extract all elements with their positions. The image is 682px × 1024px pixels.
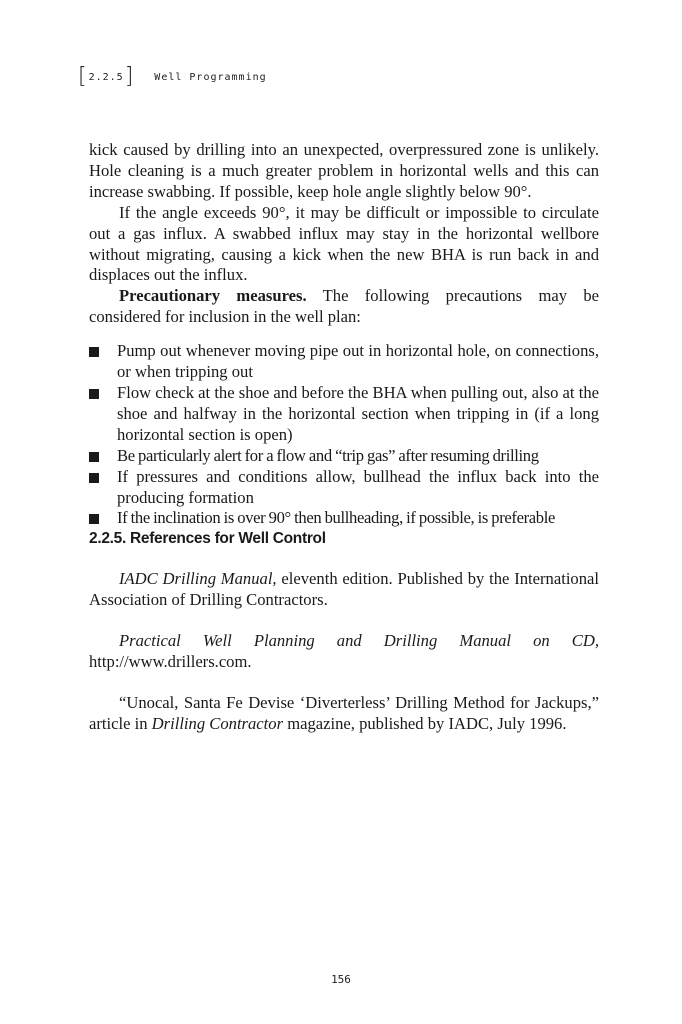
- precautions-list: [89, 341, 599, 529]
- list-item-text: Pump out whenever moving pipe out in horizontal hole, on connections, or when tripping out: [117, 341, 599, 382]
- reference-iadc-text: eleventh edition. Published by the International Association of Drilling Contractors.: [89, 569, 599, 610]
- running-header: [78, 66, 267, 88]
- reference-iadc: [89, 569, 599, 611]
- header-right-bracket: ]: [124, 64, 135, 89]
- list-item-text: Be particularly alert for a flow and “trip gas” after resuming drilling: [117, 445, 539, 465]
- list-item-text: If the inclination is over 90° then bullheading, if possible, is preferable: [117, 508, 556, 528]
- reference-unocal: [89, 693, 599, 735]
- reference-unocal-title: Drilling Contractor: [151, 713, 284, 733]
- reference-practical: [89, 631, 599, 673]
- bullet-square-icon: [89, 514, 99, 524]
- paragraph-angle: If the angle exceeds 90°, it may be difficult or impossible to circulate out a gas influx. A swabbed influx may stay in the horizontal wellbore without migrating, causing a kick when the new BHA is run back in and displaces out the influx.: [89, 202, 599, 285]
- paragraph-precautions: [89, 286, 599, 328]
- section-heading: 2.2.5. References for Well Control: [89, 530, 326, 548]
- list-item: [89, 341, 599, 383]
- bullet-square-icon: [89, 389, 99, 399]
- reference-practical-text: http://www.drillers.com.: [89, 651, 252, 671]
- header-left-bracket: [: [78, 64, 88, 89]
- page-number: 156: [331, 973, 351, 986]
- reference-unocal-text: magazine, published by IADC, July 1996.: [283, 713, 567, 733]
- precautions-text: The following precautions may be considered for inclusion in the well plan:: [89, 286, 599, 327]
- reference-practical-title: Practical Well Planning and Drilling Manual on CD,: [119, 631, 599, 651]
- list-item-text: If pressures and conditions allow, bullhead the influx back into the producing formation: [117, 466, 599, 507]
- precautions-lead: Precautionary measures.: [119, 286, 307, 306]
- list-item: [89, 446, 599, 467]
- header-title: Well Programming: [154, 71, 267, 83]
- bullet-square-icon: [89, 473, 99, 483]
- header-section-number: 2.2.5: [88, 71, 124, 83]
- paragraph-kick: kick caused by drilling into an unexpected, overpressured zone is unlikely. Hole cleaning is a much greater problem in horizontal wells and this can increase swabbing. If possible, keep hole angle slightly below 90°.: [89, 140, 599, 201]
- list-item: [89, 467, 599, 509]
- bullet-square-icon: [89, 452, 99, 462]
- bullet-square-icon: [89, 347, 99, 357]
- list-item-text: Flow check at the shoe and before the BHA when pulling out, also at the shoe and halfway in the horizontal section when tripping in (if a long horizontal section is open): [117, 382, 599, 444]
- page-body: [89, 140, 599, 735]
- list-item: [89, 508, 599, 529]
- reference-iadc-title: IADC Drilling Manual,: [119, 569, 277, 589]
- list-item: [89, 383, 599, 446]
- reference-unocal-start: “Unocal, Santa Fe Devise ‘Diverterless’ Drilling Method for Jackups,” article in: [89, 692, 599, 733]
